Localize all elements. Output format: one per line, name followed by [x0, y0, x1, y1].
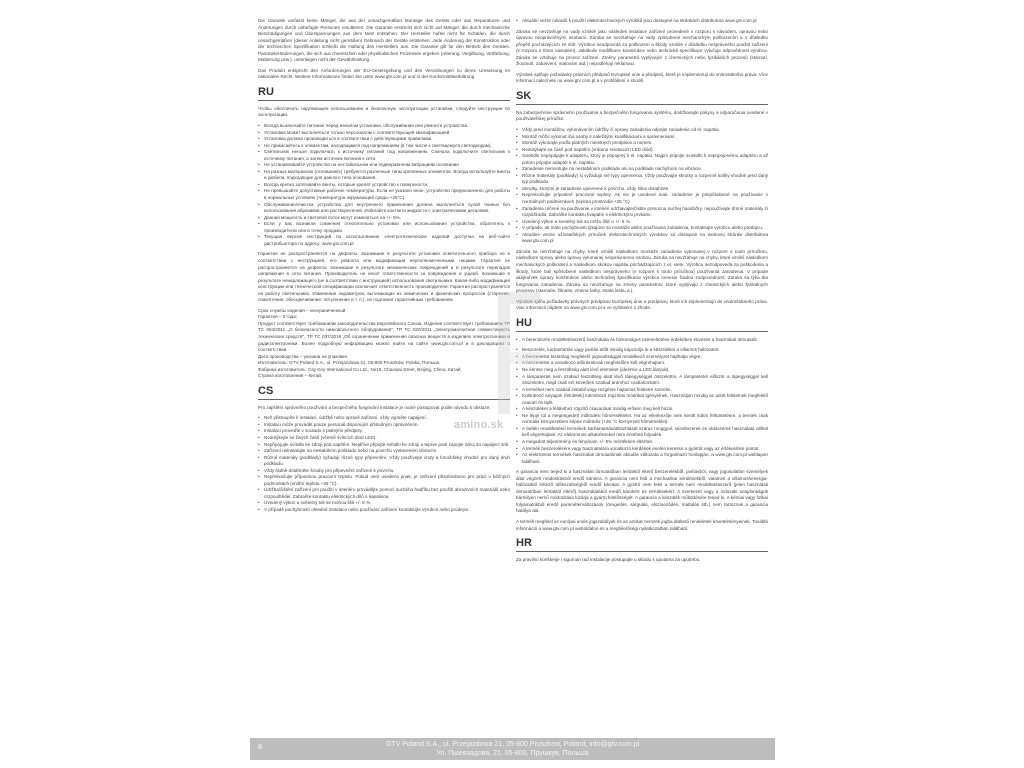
list-item: • Skrutky, ktorými je zariadenie upevnené k povrchu, vždy silno dotiahnite.: [516, 186, 768, 193]
left-column: [258, 18, 510, 518]
list-item: • Montáž vykonajte podľa platných miestnych predpisov a noriem.: [516, 140, 768, 147]
list-item: • Az elektromos termékek használati útmutatóinak aktuális változata a forgalmazó honlapján, a www.gtv.com.pl weblapon található.: [516, 452, 768, 465]
ru-warranty-paragraph: Гарантия не распространяется на дефекты, возникшие в результате установки осветительного прибора не в соответствии с инструкцией, его ремонта или модификации неуполномоченными лицами. Гарантия не распространяется на дефекты, возникшие в результате механических повреждений и в результате перепадов напряжения в сети питания. Производитель не несет ответственности за повреждения и ущерб, возникшие в результате ненадлежащего (не в соответствии с инструкцией) использования светильника. Какая-либо модификация конструкции или технической спецификации исключает ответственность производителя. Гарантия распространяется на работу светильника. Изменение параметров, вытекающих из химических и физических процессов (старение, пожелтение, обесцвечивание, потускнение и т. п.), не подлежит гарантийным требованиям.: [258, 251, 510, 303]
list-item: • На разных материалах (основаниях) требуются различные типы крепежных элементов. Всегда используйте винты и дюбели, подходящие для данного типа основания.: [258, 169, 510, 182]
list-item: • Údržba/čištění zařízení pro použití v interiéru provádějte pomocí suchého hadříku bez použití abrazivních materiálů nebo rozpouštědel. Zabraňte kontaktu elektrických dílů s kapalinou.: [258, 487, 510, 500]
section-ru-header: [258, 86, 510, 101]
list-item: • Всегда выключайте питание перед началом установки, обслуживания или ремонта устройства.: [258, 123, 510, 130]
list-item: • Különböző anyagok (felületek) különböző rögzítési módokat igényelnek. Használjon mindig az adott felületnek megfelelő csavart és tiplit.: [516, 393, 768, 406]
list-item: • Svietidlo nepripájajte k adaptéru, ktorý je pripojený k el. napätiu. Najprv pripojte svietidlo k nepripojenému adaptéru a až potom pripojte adaptér k el. napätiu.: [516, 153, 768, 166]
de-warranty-paragraph: Die Garantie umfasst keine Mängel, die aus der unsachgemäßen Montage des Geräts oder aus Reparaturen und Änderungen durch unbefugte Personen resultieren. Die Garantie erstreckt sich nicht auf Mängel, die durch mechanische Beschädigungen und Überspannungen aus dem Netz entstehen. Der Hersteller haftet nicht für Schäden, die durch unsachgemäßen (dieser Anleitung nicht gemäßen) Gebrauch der Geräte entstehen. Jede Änderung der Konstruktion oder der technischen Spezifikation schließt die Haftung des Herstellers aus. Die Garantie gilt für den Betrieb des Gerätes. Parameteränderungen, die sich aus chemischen oder physikalischen Prozessen ergeben (Alterung, Vergilbung, Verfärbung, Mattierung usw.), unterliegen nicht der Gewährleistung.: [258, 18, 510, 63]
sk-compliance-paragraph: Výrobok spĺňa požiadavky právnych predpisov Európskej únie a predpisov, ktoré ich implementujú do vnútroštátneho práva. Viac informácií nájdete na www.gtv.com.pl a vo vyhlásení o zhode.: [516, 298, 768, 311]
list-item: • Не прикасайтесь к элементам, находящимся под напряжением (в том числе к светящемуся светодиодам).: [258, 143, 510, 150]
list-item: • V případě pochybností ohledně instalace nebo používání zařízení kontaktujte výrobce nebo prodejce.: [258, 507, 510, 514]
de-compliance-paragraph: Das Produkt entspricht den Anforderungen der EU-Gesetzgebung und den Verordnungen zu deren Umsetzung im nationalen Recht. Weitere Informationen finden Sie unter www.gtv.com.pl und in der Konformitätserklärung: [258, 67, 510, 80]
list-item: • Uvedený výkon a světelný tok se mohou lišit +/- 5 %.: [258, 500, 510, 507]
section-cs-header: [258, 385, 510, 400]
hu-compliance-paragraph: A termék megfelel az európai uniós jogszabályok és az azokat nemzeti jogba átültető rendeletek követelményeinek. További információ a www.gtv.com.pl weboldalon és a megfelelőségi nyilatkozatban található.: [516, 519, 768, 531]
list-item: • Uvedený výkon a svetelný tok sa môžu líšiť o +/- 5 %.: [516, 219, 768, 226]
section-sk-title: SK: [516, 90, 768, 105]
list-item: • Než přistoupíte k instalaci, údržbě nebo opravě zařízení, vždy vypněte napájení.: [258, 415, 510, 422]
hu-warranty-paragraph: A garancia nem terjed ki a használati útmutatóban leírtaktól eltérő beszerelésből, javításból, vagy jogosulatlan személyek által végzett módosításból eredő károkra. A garancia nem fedi a mechanikai sérülésekből, valamint a villamoshenergia-hálózatból érkező túlfeszültségből eredő károkat. A gyártó nem felel a termék nem rendeltetésszerű (jelen használati útmutatóban leírtaktól eltérő) használatából eredő károkért és sérülésekért. A szerkezet vagy a műszaki tulajdonságok bármilyen nemű módosítása kizárja a gyártó felelősségét. A garancia a készülék működésére terjed ki. A kémiai vagy fizikai folyamatokból eredő paraméterváltozások (öregedés, sárgulás, elszíneződés, mattulás stb.) nem tartoznak a garancia hatálya alá.: [516, 469, 768, 514]
list-item: • A termék beszerelésére vagy használatára vonatkozó kérdések esetén keresse a gyártót vagy az értékesítési pontot.: [516, 446, 768, 453]
sk-warranty-paragraph: Záruka sa nevzťahuje na chyby, ktoré vznikli následkom montáže zariadenia vykonanej v rozpore s touto príručkou, následkom opravy alebo úpravy vykonanej neoprávnenou osobou. Záruka sa nevzťahuje na chyby, ktoré vznikli následkom mechanických poškodení a následkom skokov napätia prichádzajúcich z el. siete. Výrobca nezodpovedá za poškodenia a škody, ktoré boli spôsobené následkom nesprávneho (v rozpore s touto príručkou) používania zariadenia. V prípade akejkoľvek úpravy konštrukcie alebo technickej špecifikácie výrobca nenesie žiadnu zodpovednosť. Záruka sa týka iba fungovania zariadenia. Záruka sa nevzťahuje na zmeny parametrov, ktoré vyplývajú z chemických alebo fyzikálnych procesov (starnutie, žltnutie, zmena farby, strata lesku a.).: [516, 248, 768, 294]
ru-intro: Чтобы обеспечить надлежащее использование и безопасную эксплуатацию установки, следуйте инструкции по эксплуатации.: [258, 105, 510, 118]
list-item: • Instalaci proveďte v souladu s platnými předpisy.: [258, 428, 510, 435]
list-item: • A beszerelést kizárólag megfelelő jogosultsággal rendelkező személyzet hajthatja végre.: [516, 354, 768, 361]
list-item: • Если у вас возникли сомнения относительно установки или использования устройства, обратитесь к производителю или в точку продажи.: [258, 221, 510, 234]
list-item: • Vždy řádně dotáhněte šrouby pro připevnění zařízení k povrchu.: [258, 468, 510, 475]
list-item: • Beszerelés, karbantartás vagy javítás előtt mindig kapcsolja le a készüléket a villamos hálózatról.: [516, 347, 768, 354]
list-item: • Nedotýkajte sa častí pod napätím (vrátane svietiacich LED diód).: [516, 147, 768, 154]
ru-safety-list: [258, 123, 510, 247]
ru-manufacturer: Изготовитель: GTV Poland S.A., ul. Przejazdowa 21, 05-800 Pruszków, Polska, Польша.: [258, 360, 441, 366]
list-item: • Не превышайте допустимые рабочие температуры. Если не указано иное, устройство предназначено для работы в нормальных условиях (температура окружающей среды +25°C).: [258, 188, 510, 201]
cs-intro: Pro zajištění správného používání a bezpečného fungování instalace je nutné postupovat podle návodu k obsluze.: [258, 404, 491, 410]
list-item: • Aktuální verze návodů k použití elektrotechnických výrobků jsou dostupné na stránkách distributora www.gtv.com.pl: [516, 18, 768, 25]
list-item: • Ne érintse meg a feszültség alatt lévő elemeket (ideértve a LED lámpát).: [516, 367, 768, 374]
list-item: • Не устанавливайте устройство на нестабильном или подверженном вибрациям основании: [258, 162, 510, 169]
cs-compliance-paragraph: Výrobek splňuje požadavky právních předpisů Evropské unie a předpisů, které je implementují do vnitrostátního práva. Více informací naleznete na www.gtv.com.pl a v prohlášení o shodě.: [516, 71, 768, 84]
footer-address-line: GTV Poland S.A., ul. Przejazdowa 21, 05-800 Pruszkow, Poland, info@gtv.com.pl: [385, 741, 640, 748]
list-item: • Aktuálne verzie užívateľských príručiek elektrotechnických výrobkov sú dostupné na webovej stránke distribútora www.gtv.com.pl: [516, 232, 768, 245]
list-item: • Обслуживание/очистка устройства для внутреннего применения должна выполняться сухой тканью без использования абразивов или растворителей. Избегайте контакта жидкости с электрическими деталями.: [258, 202, 510, 215]
ru-country: Страна изготовления – Китай.: [258, 373, 323, 379]
hr-intro: Za pravilno korištenje i sigurnan rad instalacije postupajte u skladu s uputama za upotrebu.: [516, 557, 701, 563]
list-item: • Montáž môžu vykonať iba osoby s náležitými kvalifikáciami a oprávneniami.: [516, 134, 768, 141]
list-item: • Nedotýkejte se živých částí (včetně svíticích diod LED).: [258, 435, 510, 442]
sk-safety-list: [516, 127, 768, 245]
ru-conformity: Продукт соответствует требованиям законодательства Европейского Союза. Изделие соответствует требованиям ТР ТС 004/2011 „О безопасности низковольтного оборудования", ТР ТС 020/2011 „Электромагнитная совместимость технических средств", ТР ТС 037/2016 „Об ограничении применения опасных веществ в изделиях электротехники и радиоэлектроники. Более подробную информацию можно найти на сайте www.gtv.com.pl и в декларациях о соответствии.: [258, 320, 510, 353]
section-hr-header: [516, 537, 768, 552]
list-item: • Různé materiály (podklady) vyžadují různé typy připevnění. Vždy používejte vruty a hmoždinky vhodné pro daný druh podkladu.: [258, 455, 510, 468]
list-item: • Rôzne materiály (podklady) si vyžadujú iné typy upevnenia. Vždy používajte skrutky a rozperné kolíky vhodné pred daný typ podkladu.: [516, 173, 768, 186]
list-item: • Zariadenie nemontujte na nestabilnom podklade ani na podklade náchylnom na vibrácie.: [516, 166, 768, 173]
ru-production-date: Дата производства – указана на упаковке.: [258, 353, 349, 359]
list-item: • Zařízení neinstalujte na nestabilním podkladu nebo na povrchu vystaveném vibracím.: [258, 448, 510, 455]
footer-address-line-ru: Ул. Пшеязадова, 21, 05-800, Прушкув, Польша: [436, 750, 589, 757]
list-item: • V prípade, ak máte pochybnosti týkajúce sa montáže alebo používania zariadenia, kontaktujte výrobcu alebo predajcu.: [516, 225, 768, 232]
list-item: • Данная мощность и световой поток могут изменяться на +/- 5%.: [258, 215, 510, 222]
list-item: • Neprekračujte prípustné pracovné teploty. Ak nie je uvedené inak, zariadenie je prispôsobené na používanie v normálnych podmienkach (teplota prostredia +25 °C): [516, 192, 768, 205]
list-item: • A beszerelést a vonatkozó előírásoknak megfelelően kell végrehajtani.: [516, 360, 768, 367]
hu-intro-list: [516, 337, 768, 344]
page-number: 8: [258, 744, 262, 751]
list-item: • A készüléket a felülethez rögzítő csavarokat mindig erősen meg kell húzni.: [516, 406, 768, 413]
section-sk-header: [516, 90, 768, 105]
list-item: • Светильник нельзя подключать к источнику питания под напряжением. Сначала подключите светильник к источнику питания, а затем источник питания к сети.: [258, 149, 510, 162]
ru-service-life: Срок службы изделия – неограниченный: [258, 307, 346, 313]
cs-continued-list: [516, 18, 768, 25]
section-cs-title: CS: [258, 385, 510, 400]
list-item: • Vždy pred montážou, vykonávaním údržby či opravy zariadenia odpojte zariadenie od el. napätia.: [516, 127, 768, 134]
sk-intro: Na zabezpečenie správneho používania a bezpečného fungovania systému, dodržiavajte pokyny a odporúčania uvedené v používateľskej príručke.: [516, 109, 768, 122]
list-item: • Zariadenia určené na používanie v interiéri udržiavajte/čistite pomocou suchej handričky, nepoužívajte drsné materiály či rozpúšťadlá. Zabráňte kontaktu kvapalín s elektrickými prvkami.: [516, 206, 768, 219]
list-item: • A megadott teljesítmény és fényáram +/- 5% mértékben eltérhet.: [516, 439, 768, 446]
ru-factory: Фабрика изготовитель: City Key International Co Ltd., No19, Chaowai street, Beijing, China, Китай.: [258, 366, 462, 372]
cs-warranty-paragraph: Záruka se nevztahuje na vady vzniklé jako následek instalace zařízení provedené v rozporu s návodem, opravou nebo úpravou neoprávněnými osobami. Záruka se nevztahuje na vady způsobené mechanickým poškozením a v důsledku přepětí pocházejících ze sítě. Výrobce neodpovídá za poškození a škody vzniklé v důsledku nesprávného použití zařízení (v rozporu s tímto návodem). Jakákoliv modifikace konstrukce nebo technické specifikace vylučuje odpovědnost výrobce. Záruka se vztahuje na provoz zařízení. Změny parametrů vyplývající z chemických nebo fyzikálních procesů (stárnutí, žloutnutí, zabarvení, matování atd.) nepodléhají reklamaci.: [516, 28, 768, 67]
page-footer: [250, 738, 775, 760]
list-item: • Установка должна производиться в соответствии с действующими правилами.: [258, 136, 510, 143]
right-column: [516, 18, 768, 568]
list-item: • Установка может выполняться только персоналом с соответствующей квалификацией.: [258, 130, 510, 137]
section-hr-title: HR: [516, 537, 768, 552]
section-ru-title: RU: [258, 86, 510, 101]
list-item: • Всегда крепко затягивайте винты, которые крепят устройство к поверхности.: [258, 182, 510, 189]
list-item: • A beltéri rendeltetésű termékek karbantartását/tisztítását száraz ronggyal, súrolószerek és oldószerek használata nélkül kell végrehajtani. Az elektromos alkatrészeket nem érintheti folyadék.: [516, 426, 768, 439]
list-item: • Ne lépje túl a megengedett működési hőmérsékletet. Ha az ellenkezője nem került külön feltüntetésre, a termék csak normális környezetben képes működni (+25 °C környezeti hőmérséklet).: [516, 413, 768, 426]
list-item: • Nepřipojujte svítidlo ke zdroji pod napětím. Nejdříve připojte svítidlo ke zdroji a teprve poté zapojte zdroj do napájecí sítě.: [258, 442, 510, 449]
list-item: • Текущая версия инструкций по использованию электротехнических изделий доступна на веб-сайте дистрибьютора по адресу: www.gtv.com.pl: [258, 234, 510, 247]
section-hu-title: HU: [516, 317, 768, 332]
hu-safety-list: [516, 347, 768, 465]
list-item: • A berendezés rendeltetésszerű használata és biztonságos üzemeltetése érdekében kövesse a használati útmutatót.: [516, 337, 768, 344]
list-item: • A terméket nem szabad instabil vagy rezgésre hajlamos felületre szerelni.: [516, 387, 768, 394]
list-item: • Nepřekračujte přípustnou pracovní teplotu. Pokud není uvedeno jinak, je zařízení přizpůsobeno pro práci v běžných podmínkách (vnitřní teplota +25 °C).: [258, 474, 510, 487]
list-item: • A lámpatestet nem szabad feszültség alatt lévő tápegységgel összekötni. A lámpatestet először a tápegységgel kell összekötni, majd csak ezt követően szabad áramhoz csatlakoztatni.: [516, 374, 768, 387]
section-hu-header: [516, 317, 768, 332]
watermark-text: amino.sk: [454, 419, 504, 431]
list-item: • Instalaci může provádět pouze personál disponující příslušným oprávněním.: [258, 422, 510, 429]
ru-warranty-period: Гарантия – 2 года;: [258, 314, 298, 320]
